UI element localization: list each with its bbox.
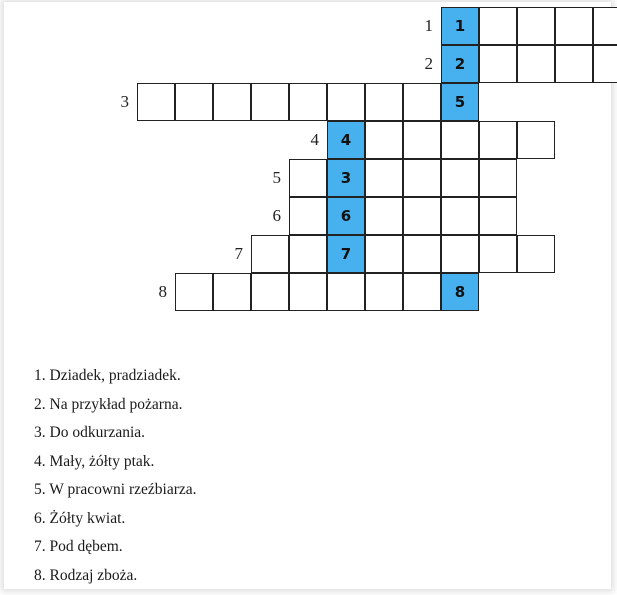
- grid-cell[interactable]: [441, 235, 479, 273]
- highlight-cell-5[interactable]: 5: [441, 83, 479, 121]
- grid-cell[interactable]: [289, 235, 327, 273]
- grid-cell[interactable]: [403, 83, 441, 121]
- grid-cell[interactable]: [403, 273, 441, 311]
- grid-cell[interactable]: [517, 45, 555, 83]
- clue-4: 4. Mały, żółty ptak.: [34, 452, 155, 470]
- grid-cell[interactable]: [441, 121, 479, 159]
- row-number-8: 8: [158, 282, 167, 301]
- grid-cell[interactable]: [517, 121, 555, 159]
- grid-cell[interactable]: [327, 83, 365, 121]
- grid-cell[interactable]: [327, 273, 365, 311]
- clue-5: 5. W pracowni rzeźbiarza.: [34, 481, 197, 498]
- grid-cell[interactable]: [251, 273, 289, 311]
- grid-cell[interactable]: [365, 197, 403, 235]
- grid-cell[interactable]: [593, 45, 617, 83]
- highlight-cell-1[interactable]: 1: [441, 7, 479, 45]
- clue-6: 6. Żółty kwiat.: [34, 509, 126, 527]
- clue-2: 2. Na przykład pożarna.: [34, 395, 183, 413]
- grid-cell[interactable]: [251, 235, 289, 273]
- clue-8: 8. Rodzaj zboża.: [34, 566, 138, 584]
- grid-cell[interactable]: [365, 159, 403, 197]
- grid-cell[interactable]: [289, 197, 327, 235]
- grid-cell[interactable]: [175, 83, 213, 121]
- grid-cell[interactable]: [555, 7, 593, 45]
- grid-cell[interactable]: [251, 83, 289, 121]
- highlight-cell-7[interactable]: 7: [327, 235, 365, 273]
- clue-3: 3. Do odkurzania.: [34, 424, 146, 441]
- grid-cell[interactable]: [517, 235, 555, 273]
- grid-cell[interactable]: [137, 83, 175, 121]
- clue-1: 1. Dziadek, pradziadek.: [34, 367, 181, 384]
- grid-cell[interactable]: [517, 7, 555, 45]
- row-number-4: 4: [310, 130, 319, 149]
- row-number-2: 2: [424, 54, 433, 73]
- grid-cell[interactable]: [289, 273, 327, 311]
- row-number-7: 7: [234, 244, 243, 263]
- grid-cell[interactable]: [479, 235, 517, 273]
- highlight-cell-3[interactable]: 3: [327, 159, 365, 197]
- highlight-cell-6[interactable]: 6: [327, 197, 365, 235]
- row-number-3: 3: [120, 92, 129, 111]
- row-number-5: 5: [272, 168, 281, 187]
- clue-list: [34, 362, 197, 590]
- row-number-6: 6: [272, 206, 281, 225]
- grid-cell[interactable]: [479, 121, 517, 159]
- grid-cell[interactable]: [213, 83, 251, 121]
- highlight-cell-8[interactable]: 8: [441, 273, 479, 311]
- grid-cell[interactable]: [555, 45, 593, 83]
- grid-cell[interactable]: [479, 7, 517, 45]
- clue-7: 7. Pod dębem.: [34, 538, 123, 555]
- grid-cell[interactable]: [403, 159, 441, 197]
- grid-cell[interactable]: [403, 197, 441, 235]
- grid-cell[interactable]: [289, 83, 327, 121]
- grid-cell[interactable]: [479, 45, 517, 83]
- crossword-grid: [4, 2, 617, 322]
- grid-cell[interactable]: [213, 273, 251, 311]
- grid-cell[interactable]: [441, 197, 479, 235]
- grid-cell[interactable]: [403, 121, 441, 159]
- grid-cell[interactable]: [289, 159, 327, 197]
- grid-cell[interactable]: [441, 159, 479, 197]
- grid-cell[interactable]: [365, 273, 403, 311]
- grid-cell[interactable]: [479, 197, 517, 235]
- grid-cell[interactable]: [403, 235, 441, 273]
- grid-cell[interactable]: [479, 159, 517, 197]
- grid-cell[interactable]: [365, 83, 403, 121]
- highlight-cell-2[interactable]: 2: [441, 45, 479, 83]
- grid-cell[interactable]: [365, 121, 403, 159]
- grid-cell[interactable]: [365, 235, 403, 273]
- grid-cell[interactable]: [593, 7, 617, 45]
- row-number-1: 1: [424, 16, 433, 35]
- crossword-card: [4, 2, 611, 589]
- grid-cell[interactable]: [175, 273, 213, 311]
- highlight-cell-4[interactable]: 4: [327, 121, 365, 159]
